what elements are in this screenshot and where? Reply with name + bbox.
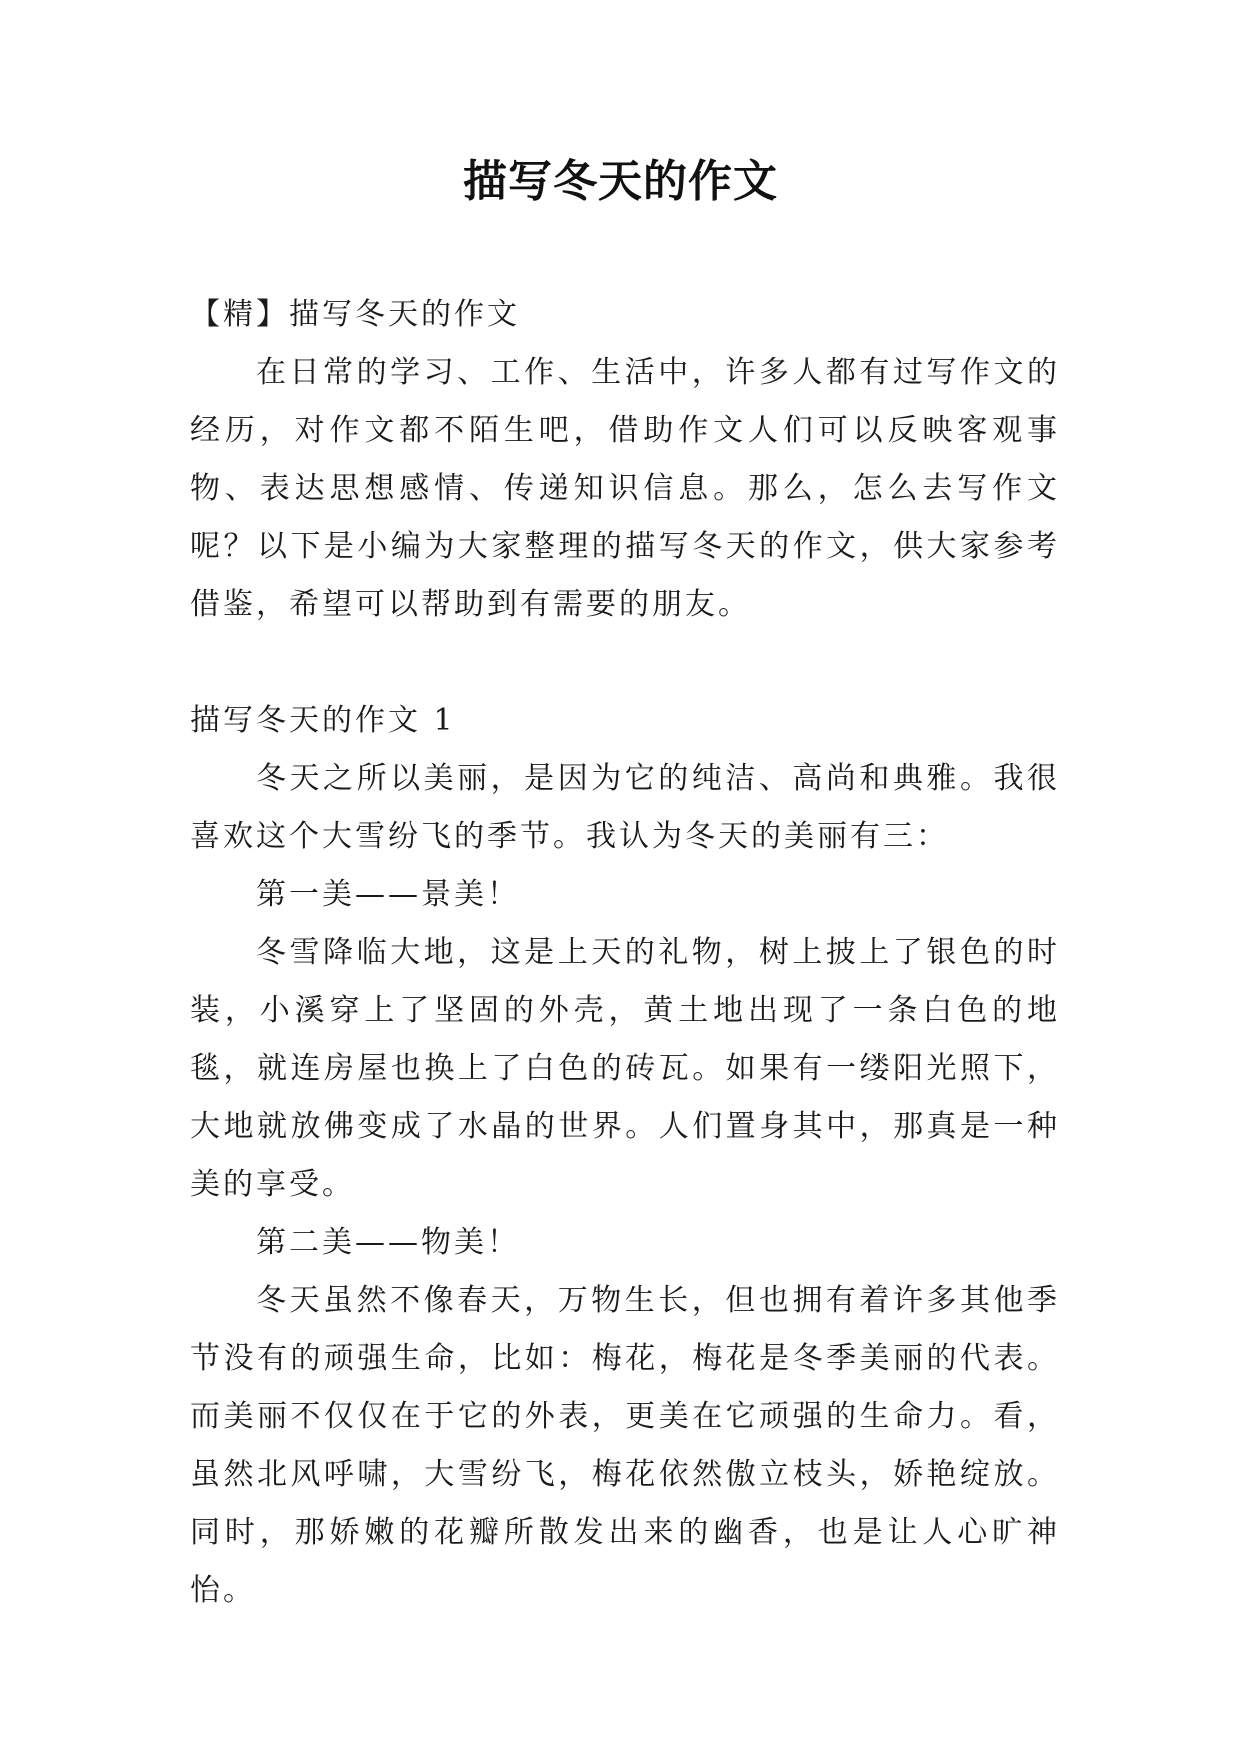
essay-1-paragraph-3: 冬天虽然不像春天，万物生长，但也拥有着许多其他季节没有的顽强生命，比如：梅花，梅花是冬季美丽的代表。而美丽不仅仅在于它的外表，更美在它顽强的生命力。看，虽然北风呼啸，大雪纷飞，梅花依然傲立枝头，娇艳绽放。同时，那娇嫩的花瓣所散发出来的幽香，也是让人心旷神怡。 [190, 1283, 1060, 1608]
essay-1-paragraph-1: 冬天之所以美丽，是因为它的纯洁、高尚和典雅。我很喜欢这个大雪纷飞的季节。我认为冬天的美丽有三： [190, 761, 1060, 854]
intro-heading: 【精】描写冬天的作文 [190, 297, 520, 332]
essay-1-subheading-1: 第一美——景美！ [256, 877, 520, 912]
document-body [190, 286, 1060, 1620]
essay-1-heading: 描写冬天的作文 1 [190, 703, 456, 738]
document-title: 描写冬天的作文 [463, 156, 778, 207]
intro-paragraph: 在日常的学习、工作、生活中，许多人都有过写作文的经历，对作文都不陌生吧，借助作文人们可以反映客观事物、表达思想感情、传递知识信息。那么，怎么去写作文呢？以下是小编为大家整理的描写冬天的作文，供大家参考借鉴，希望可以帮助到有需要的朋友。 [190, 355, 1060, 622]
essay-1-subheading-2: 第二美——物美！ [256, 1225, 520, 1260]
essay-1-paragraph-2: 冬雪降临大地，这是上天的礼物，树上披上了银色的时装，小溪穿上了坚固的外壳，黄土地出现了一条白色的地毯，就连房屋也换上了白色的砖瓦。如果有一缕阳光照下，大地就放佛变成了水晶的世界。人们置身其中，那真是一种美的享受。 [190, 935, 1060, 1202]
